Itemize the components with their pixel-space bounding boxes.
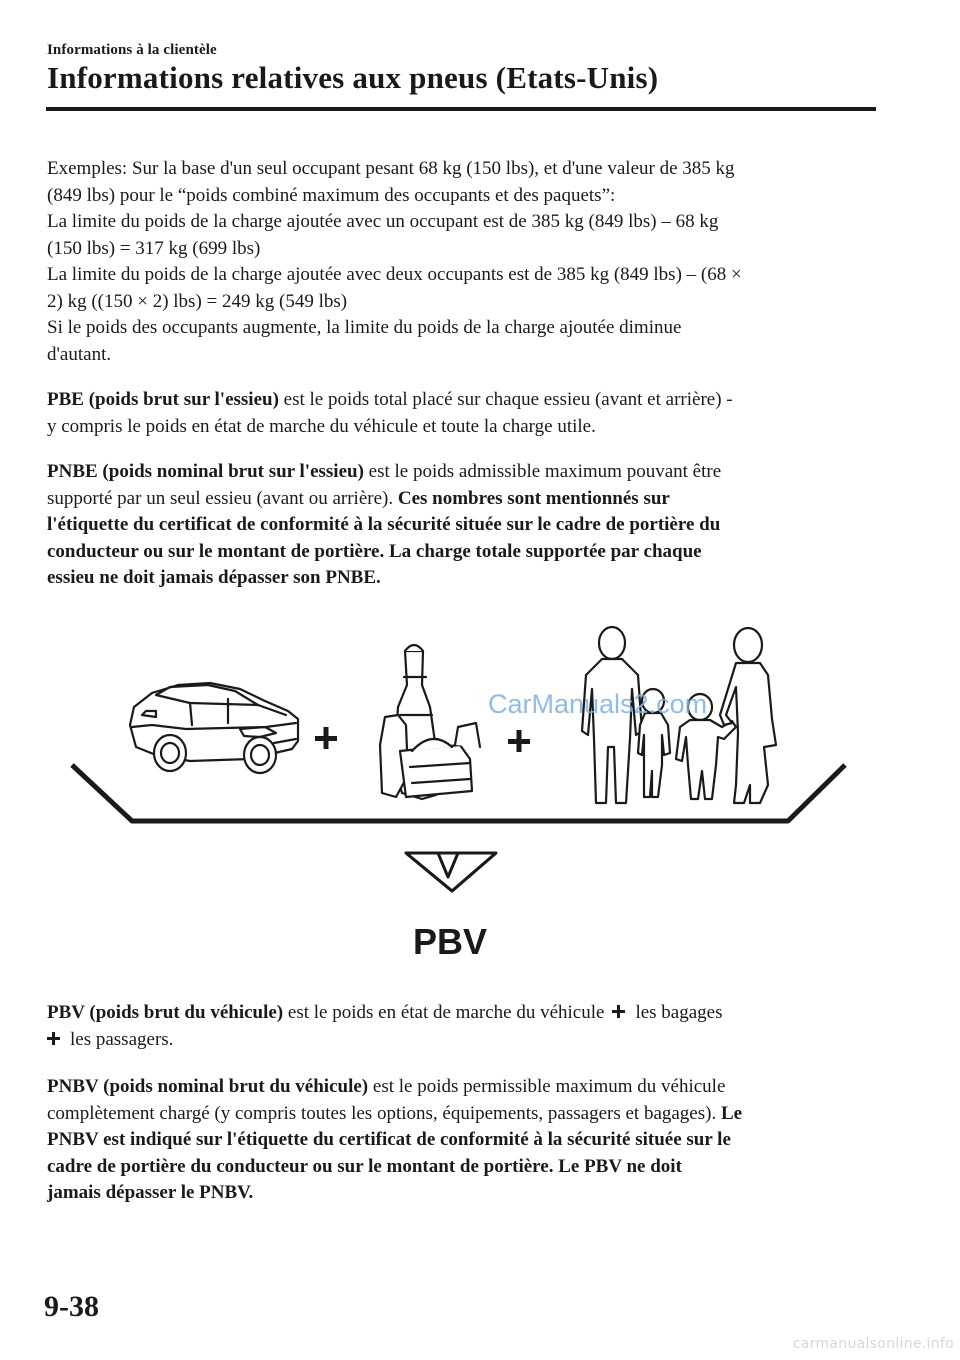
examples-paragraph — [47, 156, 887, 368]
pnbv-paragraph — [47, 1074, 887, 1207]
pnbv-bold: cadre de portière du conducteur ou sur le montant de portière. Le PBV ne doit — [47, 1155, 682, 1177]
pbe-paragraph — [47, 387, 887, 440]
pnbe-text: supporté par un seul essieu (avant ou arrière). — [47, 487, 398, 509]
luggage-icon — [380, 645, 480, 799]
pnbe-bold: essieu ne doit jamais dépasser son PNBE. — [47, 567, 381, 588]
title-divider — [46, 107, 876, 111]
gvw-illustration — [60, 615, 860, 975]
examples-line: La limite du poids de la charge ajoutée avec deux occupants est de 385 kg (849 lbs) – (68 × — [47, 264, 742, 285]
pnbv-line — [47, 1154, 887, 1181]
pbv-text: les passagers. — [70, 1028, 174, 1050]
plus-icon — [508, 730, 530, 752]
pnbv-line — [47, 1074, 887, 1101]
down-arrow-icon — [406, 853, 496, 891]
pnbe-bold: conducteur ou sur le montant de portière. La charge totale supportée par chaque — [47, 540, 702, 562]
pnbv-text: complètement chargé (y compris toutes les options, équipements, passagers et bagages). — [47, 1102, 721, 1124]
plus-icon — [315, 727, 337, 749]
pnbe-text: est le poids admissible maximum pouvant être — [363, 461, 722, 482]
examples-line: (150 lbs) = 317 kg (699 lbs) — [47, 237, 261, 259]
pnbv-text: est le poids permissible maximum du véhicule — [368, 1076, 726, 1097]
body-text — [47, 156, 887, 611]
pnbe-term: PNBE (poids nominal brut sur l'essieu) — [47, 461, 364, 482]
page-number: 9-38 — [44, 1290, 99, 1323]
footer-watermark: carmanualsonline.info — [792, 1336, 954, 1352]
pbv-result-label: PBV — [412, 921, 488, 962]
pnbv-bold: PNBV est indiqué sur l'étiquette du certificat de conformité à la sécurité située sur le — [47, 1129, 731, 1150]
examples-line: Exemples: Sur la base d'un seul occupant pesant 68 kg (150 lbs), et d'une valeur de 385 kg — [47, 158, 735, 179]
examples-line: Si le poids des occupants augmente, la limite du poids de la charge ajoutée diminue — [47, 317, 682, 338]
pbe-text: est le poids total placé sur chaque essieu (avant et arrière) - — [278, 389, 733, 410]
examples-line: d'autant. — [47, 343, 112, 365]
examples-line: 2) kg ((150 × 2) lbs) = 249 kg (549 lbs) — [47, 290, 348, 312]
pnbe-line — [47, 486, 887, 513]
pnbe-paragraph — [47, 459, 887, 592]
pnbe-bold: l'étiquette du certificat de conformité à la sécurité située sur le cadre de portière du — [47, 514, 721, 535]
pnbe-line — [47, 459, 887, 486]
plus-icon — [47, 1032, 60, 1045]
pnbe-line — [47, 512, 887, 539]
pbv-paragraph — [47, 1000, 887, 1053]
pbe-line — [47, 387, 887, 414]
pnbv-line — [47, 1101, 887, 1128]
pbe-term: PBE (poids brut sur l'essieu) — [47, 389, 279, 410]
pbv-line — [47, 1027, 887, 1054]
pbe-line: y compris le poids en état de marche du véhicule et toute la charge utile. — [47, 415, 596, 437]
gvw-diagram — [60, 615, 860, 975]
section-label: Informations à la clientèle — [47, 42, 217, 58]
pbv-line — [47, 1000, 887, 1027]
plus-icon — [612, 1005, 625, 1018]
page-title: Informations relatives aux pneus (Etats-Unis) — [47, 60, 659, 95]
examples-line: (849 lbs) pour le “poids combiné maximum des occupants et des paquets”: — [47, 184, 616, 206]
pbv-text: les bagages — [635, 1002, 723, 1023]
pbv-text: est le poids en état de marche du véhicule — [283, 1002, 605, 1023]
pnbv-line — [47, 1127, 887, 1154]
examples-line: La limite du poids de la charge ajoutée avec un occupant est de 385 kg (849 lbs) – 68 kg — [47, 211, 719, 232]
figure-watermark: CarManuals2.com — [488, 689, 708, 719]
pnbv-line — [47, 1180, 887, 1207]
car-icon — [130, 683, 298, 773]
pnbv-bold: jamais dépasser le PNBV. — [47, 1182, 254, 1203]
pnbe-bold: Ces nombres sont mentionnés sur — [397, 487, 670, 509]
pnbv-bold: Le — [720, 1102, 743, 1124]
pnbe-line — [47, 539, 887, 566]
pnbv-term: PNBV (poids nominal brut du véhicule) — [47, 1076, 369, 1097]
pnbe-line — [47, 565, 887, 592]
pbv-term: PBV (poids brut du véhicule) — [47, 1002, 284, 1023]
